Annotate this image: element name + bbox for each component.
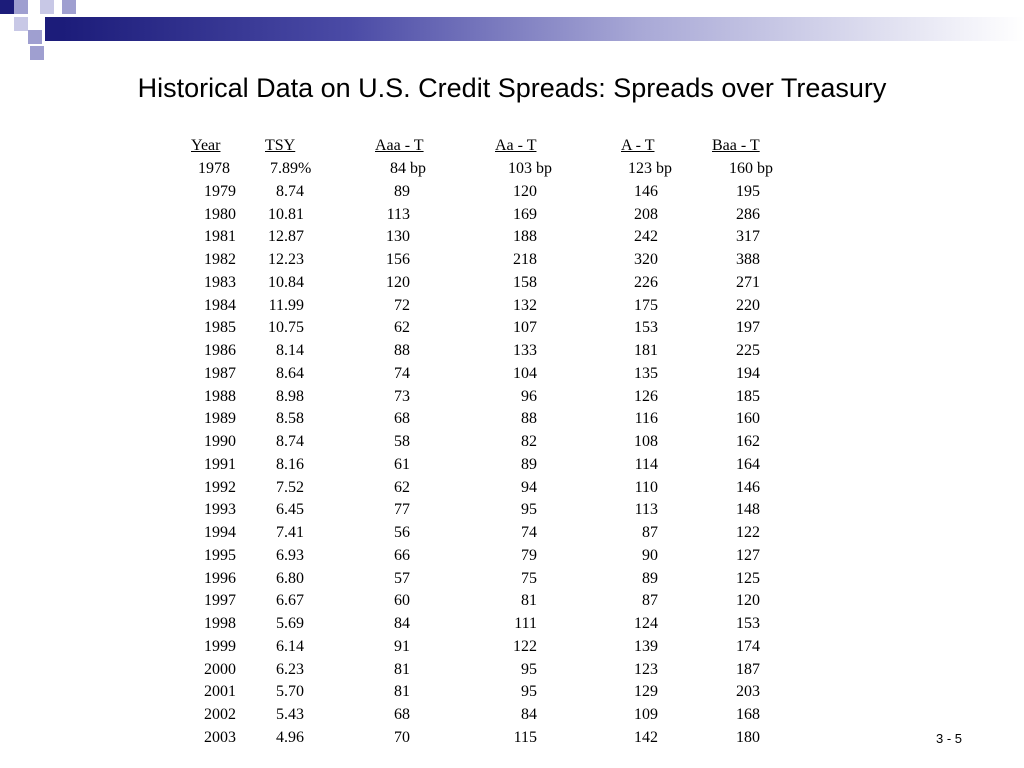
aa-spread-cell: 95 — [521, 501, 537, 519]
a-spread-cell: 113 — [634, 501, 658, 519]
a-spread-cell: 87 — [642, 524, 658, 541]
baa-spread-cell: 160 — [736, 410, 760, 428]
aa-spread-cell: 120 — [513, 182, 537, 200]
baa-spread-cell: 195 — [736, 182, 760, 200]
a-spread-cell: 226 — [634, 273, 658, 291]
a-spread-cell: 153 — [634, 319, 658, 337]
aa-spread-cell: 103 bp — [508, 160, 552, 177]
tsy-cell: 12.23 — [268, 251, 304, 268]
year-cell: 1980 — [204, 205, 236, 223]
a-spread-cell: 129 — [634, 683, 658, 701]
year-cell: 1999 — [204, 637, 236, 655]
header-baa: Baa - T — [712, 137, 760, 154]
a-spread-cell: 123 bp — [628, 160, 672, 177]
baa-spread-cell: 148 — [736, 501, 760, 519]
aa-spread-cell: 95 — [521, 683, 537, 701]
baa-spread-cell: 286 — [736, 205, 760, 223]
year-cell: 2001 — [204, 683, 236, 701]
a-spread-cell: 89 — [642, 569, 658, 587]
aaa-spread-cell: 84 bp — [390, 160, 426, 177]
tsy-cell: 7.89% — [270, 160, 312, 177]
tsy-cell: 6.23 — [276, 660, 304, 678]
a-spread-cell: 110 — [634, 478, 658, 496]
aa-spread-cell: 158 — [513, 273, 537, 291]
aa-spread-cell: 95 — [521, 660, 537, 678]
aaa-spread-cell: 89 — [394, 182, 410, 200]
aa-spread-cell: 133 — [513, 342, 537, 359]
baa-spread-cell: 127 — [736, 546, 760, 564]
year-cell: 2000 — [204, 660, 236, 678]
page-number: 3 - 5 — [935, 731, 962, 746]
aaa-spread-cell: 113 — [386, 205, 410, 223]
aa-spread-cell: 188 — [513, 228, 537, 246]
a-spread-cell: 124 — [634, 615, 658, 632]
year-cell: 1997 — [204, 592, 236, 610]
aa-spread-cell: 107 — [513, 319, 537, 337]
aaa-spread-cell: 77 — [394, 501, 410, 519]
year-cell: 1990 — [204, 433, 236, 450]
aaa-spread-cell: 68 — [394, 706, 410, 723]
aaa-spread-cell: 88 — [394, 342, 410, 359]
aaa-spread-cell: 57 — [394, 569, 410, 587]
baa-spread-cell: 317 — [736, 228, 760, 246]
baa-spread-cell: 162 — [736, 433, 760, 450]
baa-spread-cell: 125 — [736, 569, 760, 587]
year-cell: 1982 — [204, 251, 236, 268]
aaa-spread-cell: 91 — [394, 637, 410, 655]
aaa-spread-cell: 60 — [394, 592, 410, 610]
a-spread-cell: 109 — [634, 706, 658, 723]
aaa-spread-cell: 81 — [394, 660, 410, 678]
a-spread-cell: 135 — [634, 364, 658, 382]
slide-title: Historical Data on U.S. Credit Spreads: Spreads over Treasury — [137, 73, 887, 103]
aaa-spread-cell: 73 — [394, 387, 410, 405]
year-cell: 2003 — [204, 728, 236, 746]
baa-spread-cell: 122 — [736, 524, 760, 541]
tsy-cell: 7.41 — [276, 524, 304, 541]
aa-spread-cell: 115 — [513, 728, 537, 746]
aa-spread-cell: 96 — [521, 387, 537, 405]
tsy-cell: 8.16 — [276, 455, 304, 473]
aaa-spread-cell: 62 — [394, 319, 410, 337]
baa-spread-cell: 225 — [736, 342, 760, 359]
aa-spread-cell: 94 — [521, 478, 537, 496]
header-year: Year — [191, 137, 221, 154]
baa-spread-cell: 168 — [736, 706, 760, 723]
a-spread-cell: 320 — [634, 251, 658, 268]
baa-spread-cell: 120 — [736, 592, 760, 610]
aa-spread-cell: 75 — [521, 569, 537, 587]
tsy-cell: 12.87 — [268, 228, 304, 246]
aaa-spread-cell: 81 — [394, 683, 410, 701]
a-spread-cell: 181 — [634, 342, 658, 359]
tsy-cell: 8.14 — [276, 342, 304, 359]
a-spread-cell: 175 — [634, 296, 658, 314]
aa-spread-cell: 88 — [521, 410, 537, 428]
aaa-spread-cell: 74 — [394, 364, 410, 382]
year-cell: 1995 — [204, 546, 236, 564]
baa-spread-cell: 164 — [736, 455, 760, 473]
baa-spread-cell: 153 — [736, 615, 760, 632]
aaa-spread-cell: 61 — [394, 455, 410, 473]
baa-spread-cell: 180 — [736, 728, 760, 746]
year-cell: 1994 — [204, 524, 236, 541]
baa-spread-cell: 220 — [736, 296, 760, 314]
year-cell: 1991 — [204, 455, 236, 473]
aa-spread-cell: 122 — [513, 637, 537, 655]
tsy-cell: 10.75 — [268, 319, 304, 337]
year-cell: 2002 — [204, 706, 236, 723]
aa-spread-cell: 104 — [513, 364, 537, 382]
a-spread-cell: 87 — [642, 592, 658, 610]
aaa-spread-cell: 70 — [394, 728, 410, 746]
aa-spread-cell: 84 — [521, 706, 537, 723]
tsy-cell: 5.43 — [276, 706, 304, 723]
aa-spread-cell: 218 — [513, 251, 537, 268]
year-cell: 1983 — [204, 273, 236, 291]
aa-spread-cell: 111 — [514, 615, 537, 632]
tsy-cell: 6.14 — [276, 637, 304, 655]
baa-spread-cell: 197 — [736, 319, 760, 337]
baa-spread-cell: 146 — [736, 478, 760, 496]
aa-spread-cell: 79 — [521, 546, 537, 564]
tsy-cell: 8.64 — [276, 364, 304, 382]
tsy-cell: 5.70 — [276, 683, 304, 701]
aa-spread-cell: 74 — [521, 524, 537, 541]
year-cell: 1998 — [204, 615, 236, 632]
baa-spread-cell: 187 — [736, 660, 760, 678]
year-cell: 1985 — [204, 319, 236, 337]
aaa-spread-cell: 58 — [394, 433, 410, 450]
a-spread-cell: 123 — [634, 660, 658, 678]
a-spread-cell: 142 — [634, 728, 658, 746]
tsy-cell: 4.96 — [276, 728, 304, 746]
aaa-spread-cell: 156 — [386, 251, 410, 268]
baa-spread-cell: 160 bp — [729, 160, 773, 177]
tsy-cell: 6.45 — [276, 501, 304, 519]
tsy-cell: 8.58 — [276, 410, 304, 428]
year-cell: 1978 — [198, 160, 230, 177]
tsy-cell: 11.99 — [268, 296, 304, 314]
header-aaa: Aaa - T — [375, 137, 424, 154]
tsy-cell: 6.80 — [276, 569, 304, 587]
tsy-cell: 5.69 — [276, 615, 304, 632]
tsy-cell: 6.67 — [276, 592, 304, 610]
year-cell: 1984 — [204, 296, 236, 314]
aa-spread-cell: 89 — [521, 455, 537, 473]
aa-spread-cell: 81 — [521, 592, 537, 610]
aaa-spread-cell: 68 — [394, 410, 410, 428]
a-spread-cell: 114 — [634, 455, 658, 473]
year-cell: 1987 — [204, 364, 236, 382]
tsy-cell: 8.74 — [276, 182, 304, 200]
header-tsy: TSY — [265, 137, 296, 154]
a-spread-cell: 90 — [642, 546, 658, 564]
a-spread-cell: 242 — [634, 228, 658, 246]
baa-spread-cell: 174 — [736, 637, 760, 655]
tsy-cell: 8.74 — [276, 433, 304, 450]
a-spread-cell: 126 — [634, 387, 658, 405]
tsy-cell: 6.93 — [276, 546, 304, 564]
header-a: A - T — [621, 137, 655, 154]
aaa-spread-cell: 84 — [394, 615, 410, 632]
a-spread-cell: 139 — [634, 637, 658, 655]
year-cell: 1996 — [204, 569, 236, 587]
year-cell: 1989 — [204, 410, 236, 428]
year-cell: 1988 — [204, 387, 236, 405]
aa-spread-cell: 132 — [513, 296, 537, 314]
baa-spread-cell: 203 — [736, 683, 760, 701]
year-cell: 1981 — [204, 228, 236, 246]
aaa-spread-cell: 120 — [386, 273, 410, 291]
a-spread-cell: 146 — [634, 182, 658, 200]
baa-spread-cell: 185 — [736, 387, 760, 405]
a-spread-cell: 108 — [634, 433, 658, 450]
baa-spread-cell: 271 — [736, 273, 760, 291]
a-spread-cell: 116 — [634, 410, 658, 428]
header-aa: Aa - T — [495, 137, 537, 154]
a-spread-cell: 208 — [634, 205, 658, 223]
aaa-spread-cell: 130 — [386, 228, 410, 246]
baa-spread-cell: 388 — [736, 251, 760, 268]
tsy-cell: 8.98 — [276, 387, 304, 405]
year-cell: 1993 — [204, 501, 236, 519]
year-cell: 1986 — [204, 342, 236, 359]
aaa-spread-cell: 72 — [394, 296, 410, 314]
aa-spread-cell: 169 — [513, 205, 537, 223]
tsy-cell: 7.52 — [276, 478, 304, 496]
aa-spread-cell: 82 — [521, 433, 537, 450]
aaa-spread-cell: 66 — [394, 546, 410, 564]
baa-spread-cell: 194 — [736, 364, 760, 382]
aaa-spread-cell: 62 — [394, 478, 410, 496]
tsy-cell: 10.84 — [268, 273, 304, 291]
year-cell: 1979 — [204, 182, 236, 200]
tsy-cell: 10.81 — [268, 205, 304, 223]
aaa-spread-cell: 56 — [394, 524, 410, 541]
year-cell: 1992 — [204, 478, 236, 496]
